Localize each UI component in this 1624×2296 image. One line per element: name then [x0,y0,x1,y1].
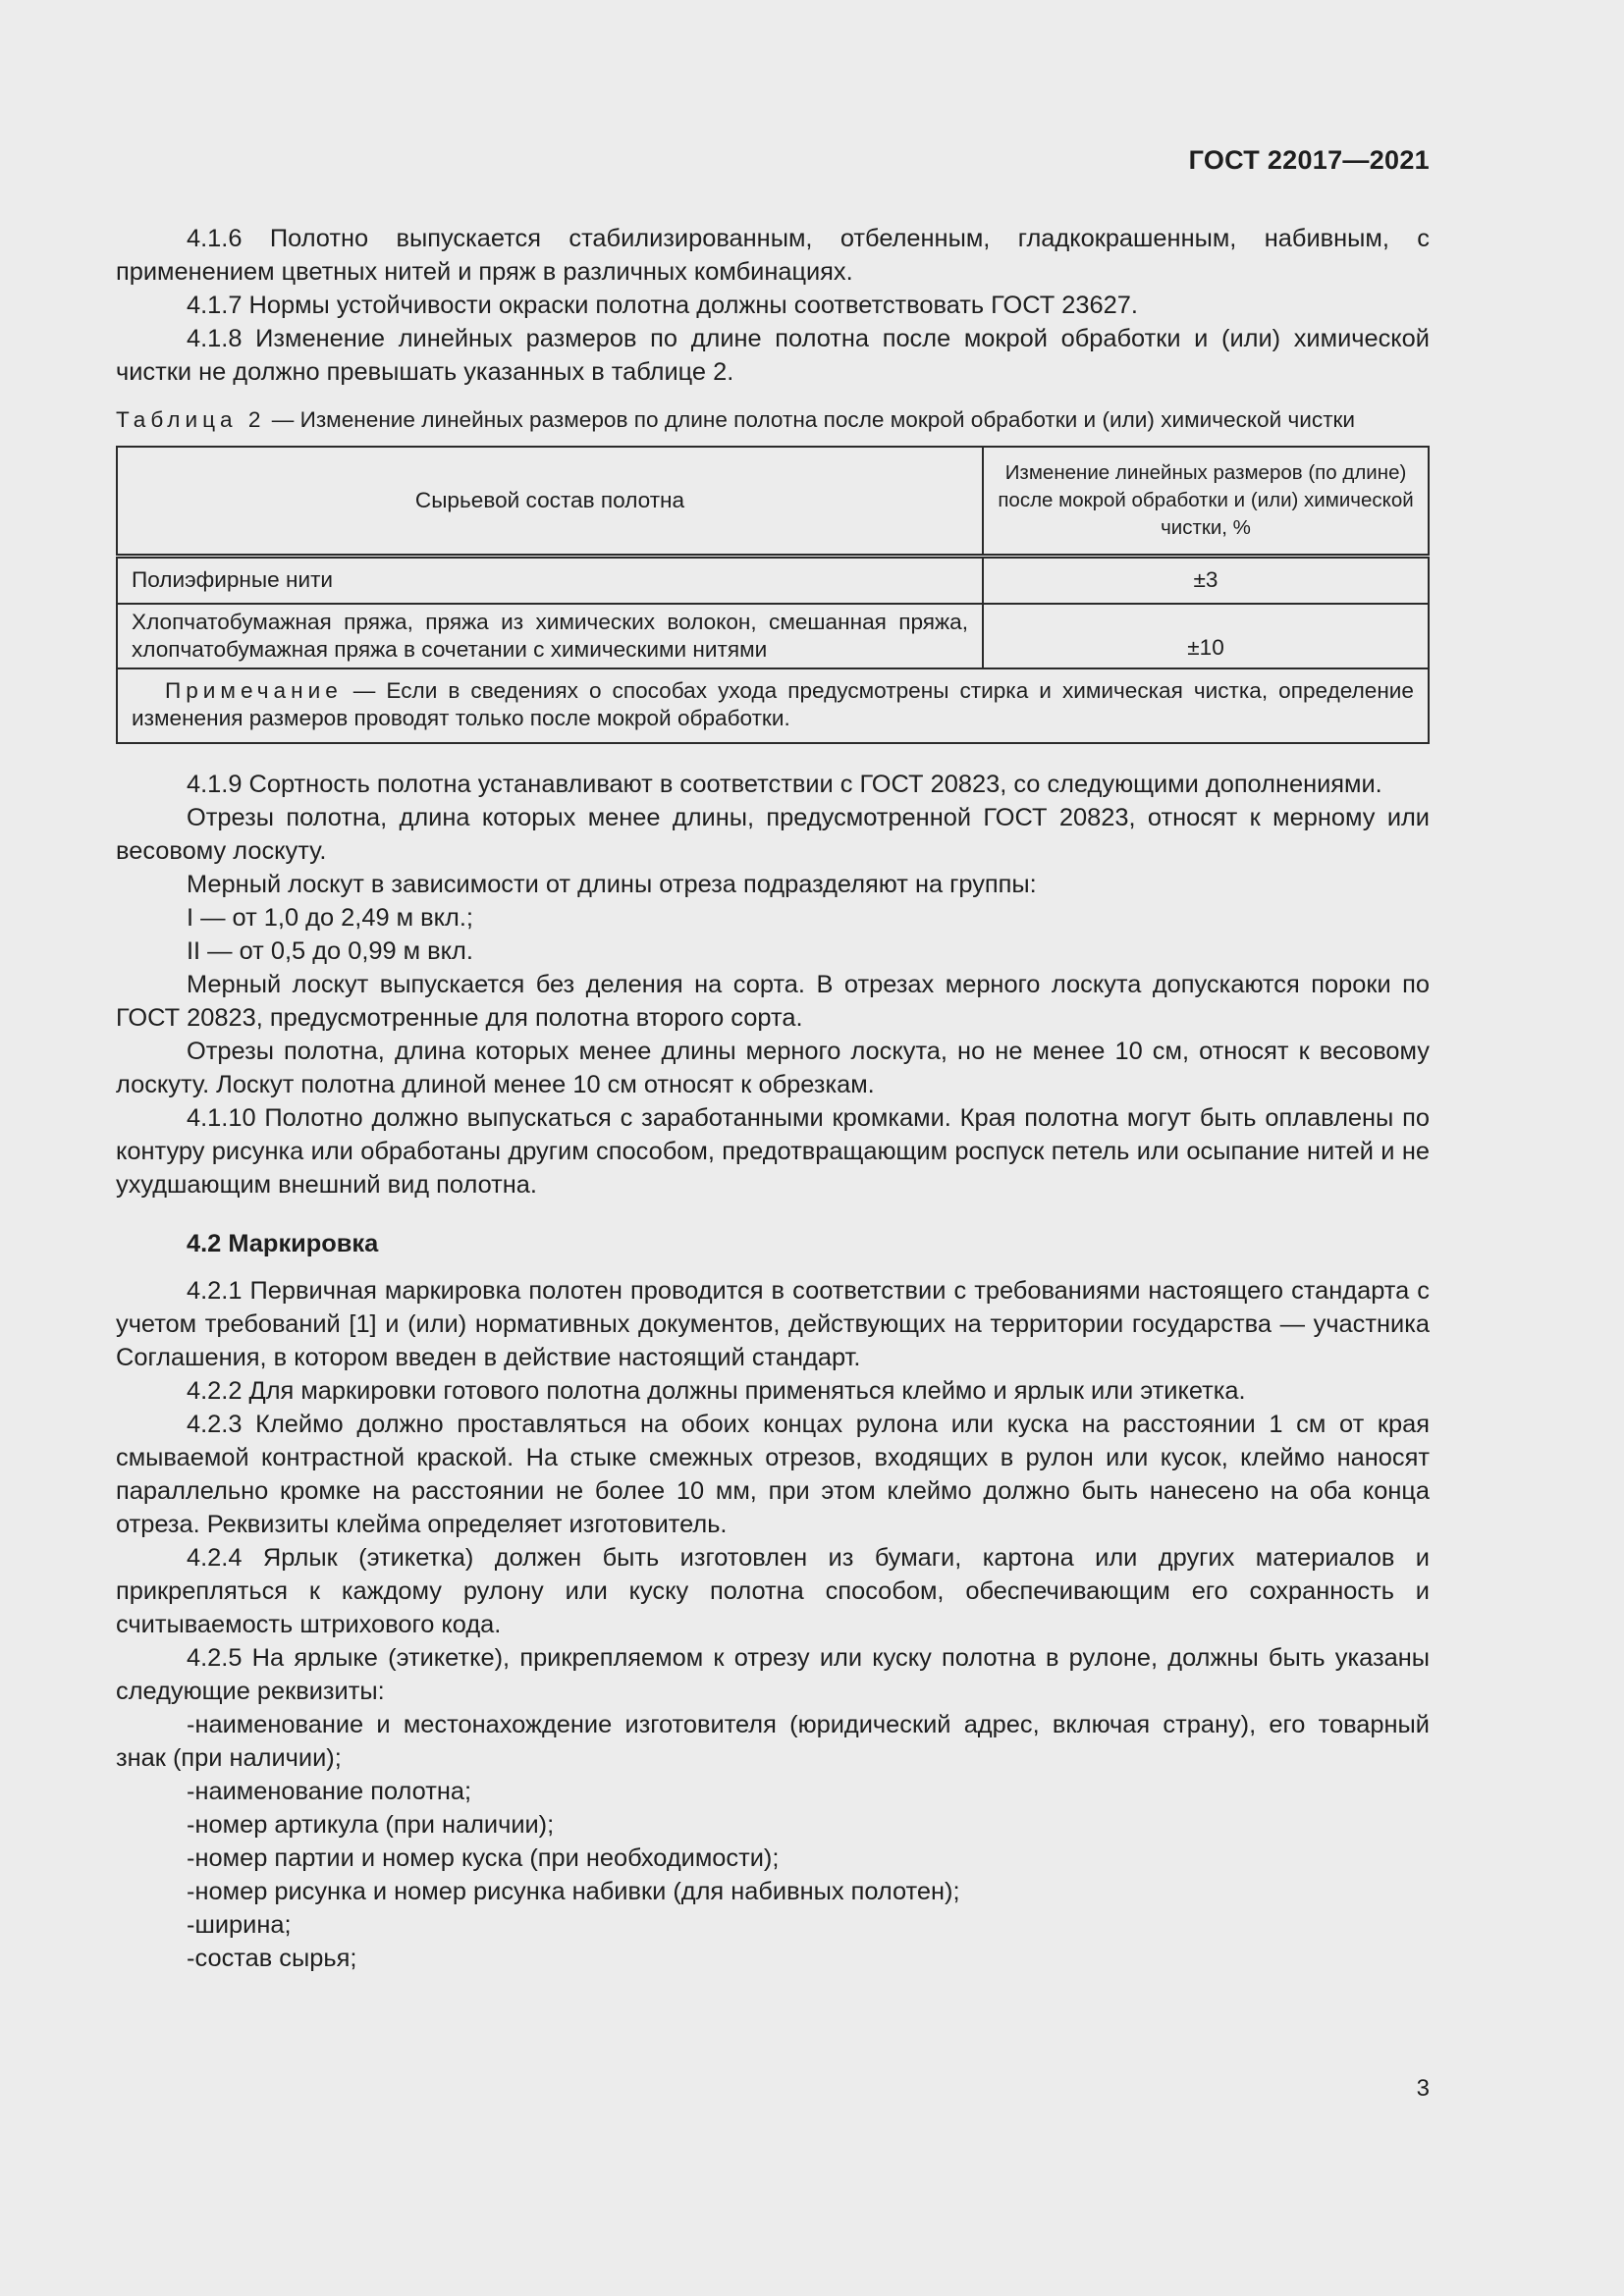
paragraph-4-1-8: 4.1.8 Изменение линейных размеров по длине полотна после мокрой обработки и (или) химической чистки не должно превышать указанных в таблице 2. [116,325,1430,386]
list-item: -ширина; [187,1910,292,1939]
paragraph: Мерный лоскут выпускается без деления на сорта. В отрезах мерного лоскута допускаются пороки по ГОСТ 20823, предусмотренные для полотна второго сорта. [116,970,1430,1032]
list-item: -наименование полотна; [187,1777,472,1805]
table-note-row [117,668,1429,743]
paragraph-4-1-10: 4.1.10 Полотно должно выпускаться с заработанными кромками. Края полотна могут быть оплавлены по контуру рисунка или обработаны другим способом, предотвращающим роспуск петель или осыпание нитей и не ухудшающим внешний вид полотна. [116,1103,1430,1199]
list-item: -номер рисунка и номер рисунка набивки (для набивных полотен); [187,1877,960,1905]
table-row [117,557,1429,604]
table-caption-text: — Изменение линейных размеров по длине полотна после мокрой обработки и (или) химической чистки [265,407,1356,432]
table-caption-label: Таблица 2 [116,407,266,432]
table-row [117,604,1429,668]
paragraph: II — от 0,5 до 0,99 м вкл. [187,936,473,965]
table-cell-composition: Хлопчатобумажная пряжа, пряжа из химических волокон, смешанная пряжа, хлопчатобумажная пряжа в сочетании с химическими нитями [117,604,983,668]
table-header-change: Изменение линейных размеров (по длине) после мокрой обработки и (или) химической чистки, % [983,447,1429,557]
paragraph-4-2-4: 4.2.4 Ярлык (этикетка) должен быть изготовлен из бумаги, картона или других материалов и прикрепляться к каждому рулону или куску полотна способом, обеспечивающим его сохранность и считываемость штрихового кода. [116,1543,1430,1638]
paragraph-4-2-3: 4.2.3 Клеймо должно проставляться на обоих концах рулона или куска на расстоянии 1 см от края смываемой контрастной краской. На стыке смежных отрезов, входящих в рулон или кусок, клеймо наносят параллельно кромке на расстоянии не более 10 мм, при этом клеймо должно быть нанесено на оба конца отреза. Реквизиты клейма определяет изготовитель. [116,1410,1430,1538]
paragraph-4-2-2: 4.2.2 Для маркировки готового полотна должны применяться клеймо и ярлык или этикетка. [187,1376,1246,1405]
table-cell-value: ±3 [983,557,1429,604]
table-cell-composition: Полиэфирные нити [117,557,983,604]
document-header: ГОСТ 22017—2021 [1188,145,1430,175]
paragraph: I — от 1,0 до 2,49 м вкл.; [187,903,473,932]
table-note-text: — Если в сведениях о способах ухода предусмотрены стирка и химическая чистка, определение изменения размеров проводят только после мокрой обработки. [132,677,1414,730]
content [116,222,1430,1975]
page-number: 3 [1416,2075,1430,2102]
table-note-label: Примечание [165,677,343,703]
table-2 [116,446,1430,744]
paragraph-4-1-7: 4.1.7 Нормы устойчивости окраски полотна должны соответствовать ГОСТ 23627. [187,292,1138,319]
list-item: -состав сырья; [187,1944,357,1972]
table-header-composition: Сырьевой состав полотна [117,447,983,557]
paragraph-4-1-9: 4.1.9 Сортность полотна устанавливают в соответствии с ГОСТ 20823, со следующими дополнениями. [187,770,1382,798]
paragraph: Мерный лоскут в зависимости от длины отреза подразделяют на группы: [187,870,1037,898]
table-note [117,668,1429,743]
list-item: -наименование и местонахождение изготовителя (юридический адрес, включая страну), его товарный знак (при наличии); [116,1710,1430,1772]
paragraph: Отрезы полотна, длина которых менее длины, предусмотренной ГОСТ 20823, относят к мерному или весовому лоскуту. [116,803,1430,865]
table-header-row [117,447,1429,557]
section-title: 4.2 Маркировка [187,1229,379,1257]
table-caption [116,406,1430,434]
requisites-list [116,1708,1430,1975]
table-cell-value: ±10 [983,604,1429,668]
list-item: -номер артикула (при наличии); [187,1810,555,1839]
paragraph-4-2-5: 4.2.5 На ярлыке (этикетке), прикрепляемом к отрезу или куску полотна в рулоне, должны быть указаны следующие реквизиты: [116,1643,1430,1705]
paragraph-4-1-6: 4.1.6 Полотно выпускается стабилизированным, отбеленным, гладкокрашенным, набивным, с применением цветных нитей и пряж в различных комбинациях. [116,225,1430,286]
paragraph-4-2-1: 4.2.1 Первичная маркировка полотен проводится в соответствии с требованиями настоящего стандарта с учетом требований [1] и (или) нормативных документов, действующих на территории государства — участника Соглашения, в котором введен в действие настоящий стандарт. [116,1276,1430,1371]
paragraph: Отрезы полотна, длина которых менее длины мерного лоскута, но не менее 10 см, относят к весовому лоскуту. Лоскут полотна длиной менее 10 см относят к обрезкам. [116,1037,1430,1098]
list-item: -номер партии и номер куска (при необходимости); [187,1843,780,1872]
